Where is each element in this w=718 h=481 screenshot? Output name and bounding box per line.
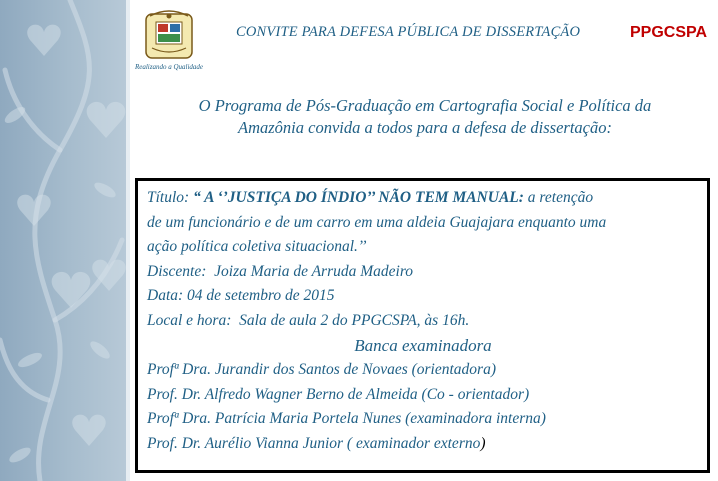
title-line-1 bbox=[147, 186, 699, 211]
student-line bbox=[147, 260, 699, 285]
committee-member: Profª Dra. Patrícia Maria Portela Nunes (examinadora interna) bbox=[147, 410, 546, 428]
invitation-intro bbox=[140, 95, 710, 139]
intro-line-2: Amazônia convida a todos para a defesa de dissertação: bbox=[238, 118, 612, 137]
university-seal-icon bbox=[144, 8, 194, 60]
title-line-3: ação política coletiva situacional.’’ bbox=[147, 238, 367, 256]
committee-member: Prof. Dr. Alfredo Wagner Berno de Almeida (Co - orientador) bbox=[147, 385, 530, 403]
program-brand: PPGCSPA bbox=[630, 24, 708, 41]
student-name: Joiza Maria de Arruda Madeiro bbox=[214, 262, 414, 280]
data-label: Data: bbox=[147, 287, 184, 305]
title-line-2: de um funcionário e de um carro em uma aldeia Guajajara enquanto uma bbox=[147, 213, 607, 231]
date-line bbox=[147, 284, 699, 309]
decorative-floral-band bbox=[0, 0, 126, 481]
logo-caption: Realizando a Qualidade bbox=[134, 63, 204, 71]
defense-location: Sala de aula 2 do PPGCSPA, às 16h. bbox=[239, 311, 470, 329]
committee-heading: Banca examinadora bbox=[354, 335, 492, 355]
page-title: CONVITE PARA DEFESA PÚBLICA DE DISSERTAÇÃO bbox=[236, 24, 581, 40]
floral-pattern-icon bbox=[0, 0, 126, 481]
thesis-title-bold: “ A ‘’JUSTIÇA DO ÍNDIO’’ NÃO TEM MANUAL: bbox=[193, 189, 524, 206]
discente-label: Discente: bbox=[147, 262, 207, 280]
committee-member: Prof. Dr. Aurélio Vianna Junior ( examinador externo bbox=[147, 434, 481, 452]
committee-member: Profª Dra. Jurandir dos Santos de Novaes (orientadora) bbox=[147, 361, 496, 379]
location-line bbox=[147, 309, 699, 334]
intro-line-1: O Programa de Pós-Graduação em Cartografia Social e Política da bbox=[198, 96, 652, 115]
local-label: Local e hora: bbox=[147, 311, 232, 329]
titulo-label: Título: bbox=[147, 189, 190, 206]
closing-paren: ) bbox=[480, 434, 486, 452]
defense-details-card bbox=[135, 178, 710, 473]
defense-date: 04 de setembro de 2015 bbox=[187, 287, 335, 305]
thesis-title-rest: a retenção bbox=[527, 189, 594, 206]
committee-member-last bbox=[147, 432, 699, 457]
university-logo bbox=[130, 8, 208, 76]
